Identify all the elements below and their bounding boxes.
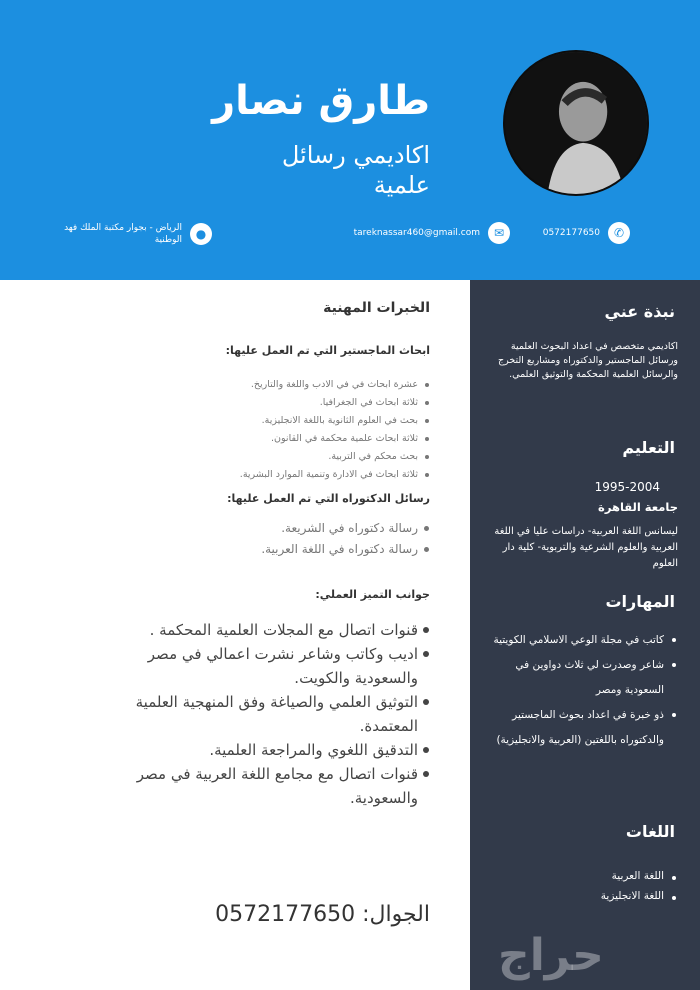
education-years: 1995-2004 — [594, 480, 660, 494]
masters-heading: ابحاث الماجستير التي تم العمل عليها: — [225, 344, 430, 357]
experience-heading: الخبرات المهنية — [323, 300, 430, 316]
main-content — [0, 280, 470, 990]
phone-icon: ✆ — [608, 222, 630, 244]
masters-item: عشرة ابحاث في في الادب واللغة والتاريخ. — [240, 376, 430, 394]
skill-item: شاعر وصدرت لي ثلاث دواوين في السعودية ومصر — [488, 653, 678, 703]
about-text: اكاديمي متخصص في اعداد البحوث العلمية ورسائل الماجستير والدكتوراه ومشاريع التخرج والرسائل العلمية المحكمة والتوثيق العلمي. — [497, 341, 678, 380]
excellence-item: قنوات اتصال مع المجلات العلمية المحكمة . — [120, 618, 430, 642]
contact-address — [60, 222, 212, 246]
languages-list — [488, 866, 678, 906]
header-banner — [0, 0, 700, 280]
languages-heading: اللغات — [625, 822, 675, 841]
excellence-heading: جوانب التميز العملي: — [315, 588, 430, 601]
about-heading: نبذة عني — [604, 302, 675, 321]
phd-list — [261, 518, 430, 560]
skill-item: ذو خبرة في اعداد بحوث الماجستير والدكتوراه باللغتين (العربية والانجليزية) — [488, 703, 678, 753]
phd-item: رسالة دكتوراه في الشريعة. — [261, 518, 430, 539]
person-title: اكاديمي رسائل علمية — [281, 141, 430, 199]
language-item: اللغة العربية — [488, 866, 678, 886]
location-pin-icon: ● — [190, 223, 212, 245]
excellence-item: اديب وكاتب وشاعر نشرت اعمالي في مصر والسعودية والكويت. — [120, 642, 430, 690]
phd-heading: رسائل الدكتوراه التي تم العمل عليها: — [227, 492, 430, 505]
email-icon: ✉ — [488, 222, 510, 244]
sidebar — [470, 280, 700, 990]
contact-phone[interactable] — [543, 222, 630, 244]
person-name: طارق نصار — [212, 78, 430, 124]
masters-item: ثلاثة ابحاث في الادارة وتنمية الموارد البشرية. — [240, 466, 430, 484]
mobile-phone-line: الجوال: 0572177650 — [215, 902, 430, 927]
education-university: جامعة القاهرة — [598, 500, 678, 514]
phone-text: 0572177650 — [542, 228, 600, 238]
education-heading: التعليم — [622, 438, 675, 457]
email-text: tareknassar460@gmail.com — [353, 228, 480, 238]
masters-item: بحث في العلوم الثانوية باللغة الانجليزية. — [240, 412, 430, 430]
skills-list — [488, 628, 678, 753]
masters-item: ثلاثة ابحاث علمية محكمة في القانون. — [240, 430, 430, 448]
phd-item: رسالة دكتوراه في اللغة العربية. — [261, 539, 430, 560]
skill-item: كاتب في مجلة الوعي الاسلامي الكويتية — [488, 628, 678, 653]
skills-heading: المهارات — [605, 592, 675, 611]
masters-list — [240, 376, 430, 484]
excellence-item: التدقيق اللغوي والمراجعة العلمية. — [120, 738, 430, 762]
contact-email[interactable] — [354, 222, 510, 244]
profile-photo — [503, 50, 649, 196]
address-text: الرياض - بجوار مكتبة الملك فهد الوطنية — [64, 223, 182, 245]
excellence-list — [120, 618, 430, 810]
education-details: ليسانس اللغة العربية- دراسات عليا في اللغة العربية والعلوم الشرعية والتربوية- كلية دار العلوم — [494, 526, 678, 569]
masters-item: ثلاثة ابحاث في الجغرافيا. — [240, 394, 430, 412]
masters-item: بحث محكم في التربية. — [240, 448, 430, 466]
excellence-item: قنوات اتصال مع مجامع اللغة العربية في مصر والسعودية. — [120, 762, 430, 810]
watermark-logo: حراج — [498, 930, 604, 981]
language-item: اللغة الانجليزية — [488, 886, 678, 906]
excellence-item: التوثيق العلمي والصياغة وفق المنهجية العلمية المعتمدة. — [120, 690, 430, 738]
